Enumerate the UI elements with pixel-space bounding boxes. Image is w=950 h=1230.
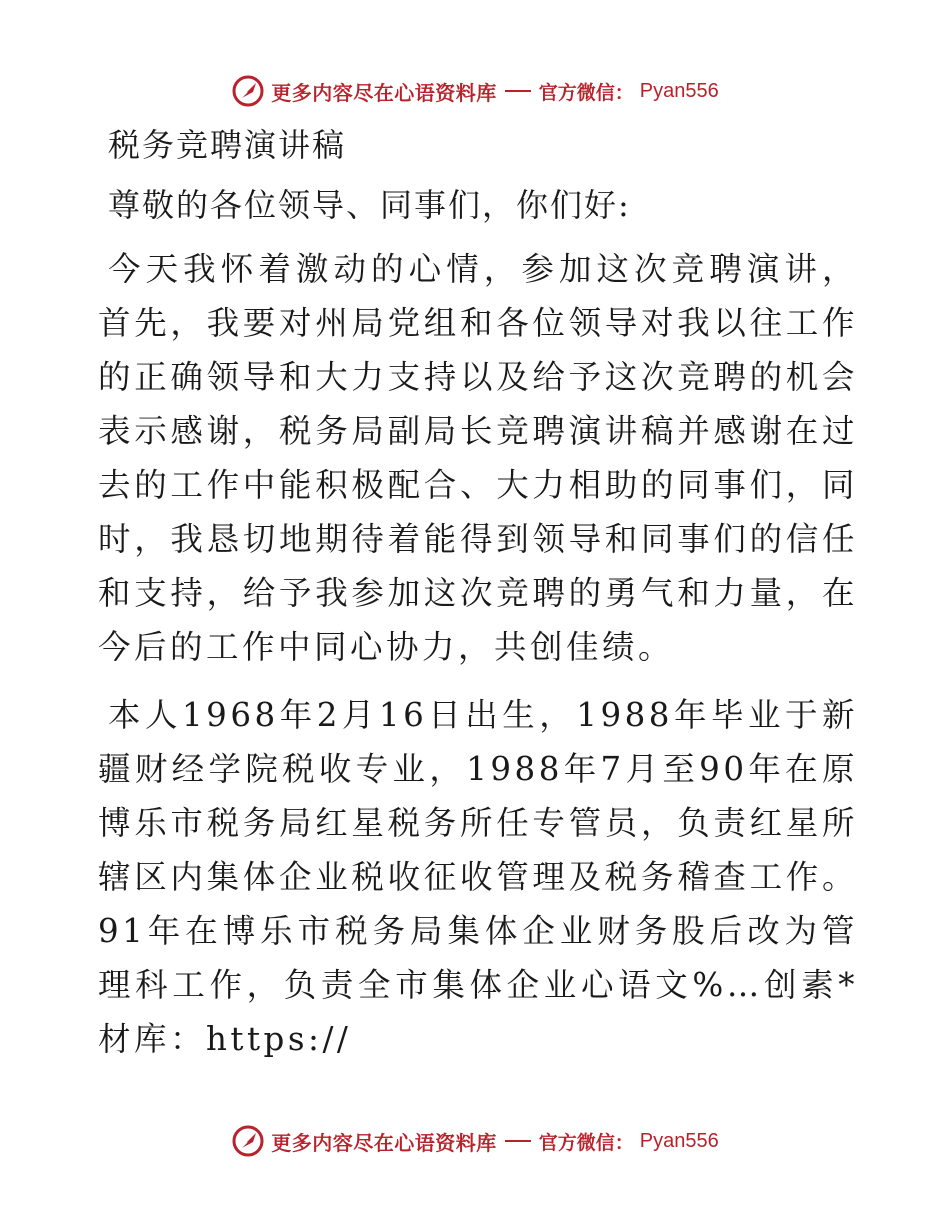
banner-label: 官方微信： (538, 81, 634, 104)
document-title: 税务竞聘演讲稿 (108, 126, 347, 164)
banner-dash (505, 90, 531, 92)
banner-site-text: 更多内容尽在心语资料库 (271, 1130, 497, 1155)
quill-circle-icon (231, 74, 265, 108)
header-banner (0, 68, 950, 114)
document-paragraph: 本人1968年2月16日出生，1988年毕业于新疆财经学院税收专业，1988年7月至90年在原博乐市税务局红星税务所任专管员，负责红星所辖区内集体企业税收征收管理及税务稽查工作。91年在博乐市税务局集体企业财务股后改为管理科工作，负责全市集体企业心语文%…创素*材库：https:// (98, 696, 858, 1058)
document-greeting: 尊敬的各位领导、同事们，你们好: (108, 186, 631, 224)
banner-dash (505, 1140, 531, 1142)
footer-banner (0, 1118, 950, 1164)
quill-circle-icon (231, 1124, 265, 1158)
banner-site-text: 更多内容尽在心语资料库 (271, 80, 497, 105)
banner-label: 官方微信： (538, 1131, 634, 1154)
banner-account: Pyan556 (639, 1129, 719, 1152)
document-paragraph: 今天我怀着激动的心情，参加这次竞聘演讲，首先，我要对州局党组和各位领导对我以往工作的正确领导和大力支持以及给予这次竞聘的机会表示感谢，税务局副局长竞聘演讲稿并感谢在过去的工作中能积极配合、大力相助的同事们，同时，我恳切地期待着能得到领导和同事们的信任和支持，给予我参加这次竞聘的勇气和力量，在今后的工作中同心协力，共创佳绩。 (98, 250, 858, 666)
banner-account: Pyan556 (639, 79, 719, 102)
document-body (98, 120, 858, 1080)
